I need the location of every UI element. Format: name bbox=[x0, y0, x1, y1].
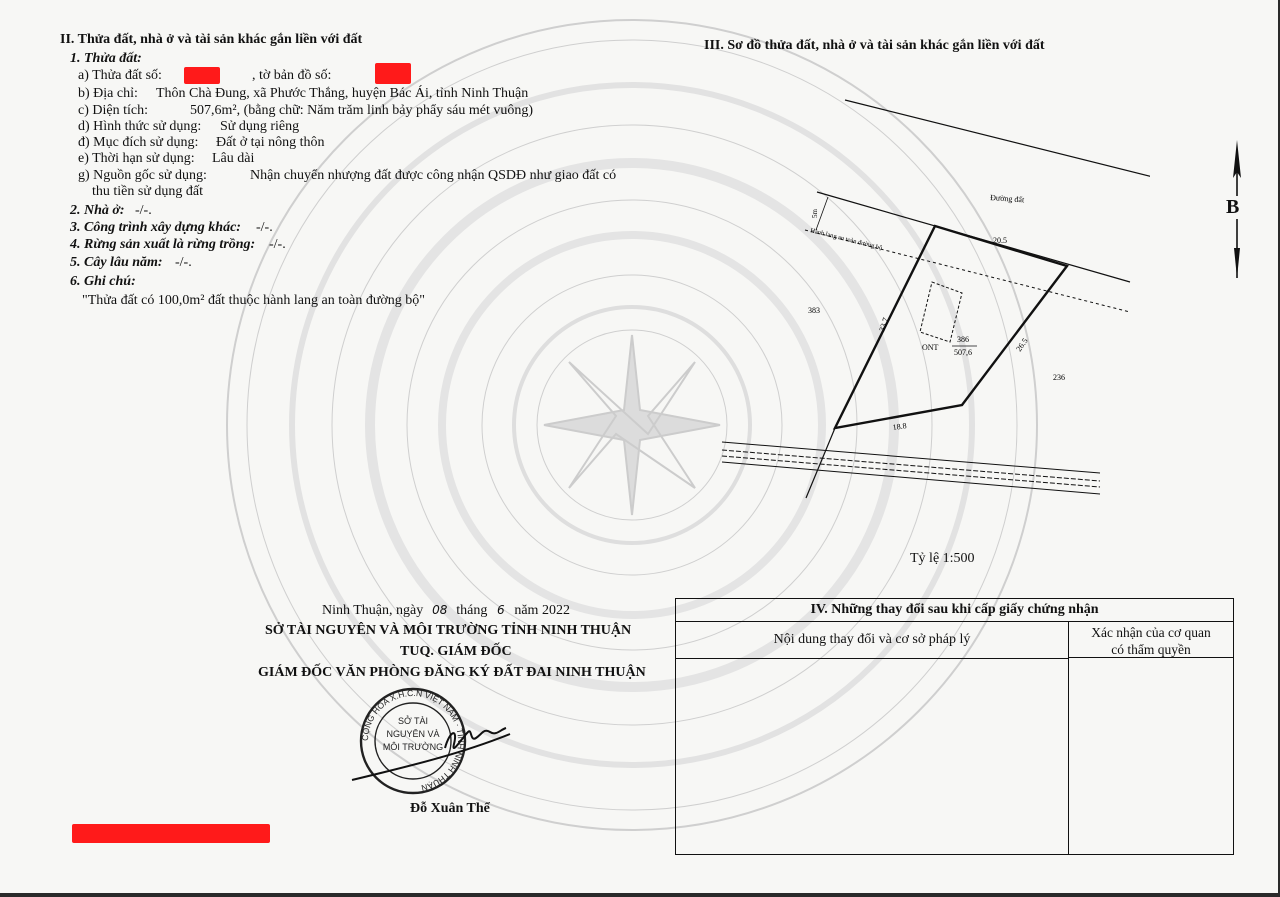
parcel-boundary bbox=[835, 226, 1067, 428]
term-label: e) Thời hạn sử dụng: bbox=[78, 151, 195, 166]
land-code-label: ONT bbox=[922, 343, 939, 352]
redaction-parcel-no bbox=[184, 67, 220, 84]
purpose-value: Đất ở tại nông thôn bbox=[216, 135, 325, 150]
area-value: 507,6m², (bằng chữ: Năm trăm linh bảy phẩy sáu mét vuông) bbox=[190, 103, 534, 118]
perennial-heading: 5. Cây lâu năm: bbox=[70, 255, 163, 270]
other-construction-heading: 3. Công trình xây dựng khác: bbox=[70, 220, 241, 235]
agency-name: SỞ TÀI NGUYÊN VÀ MÔI TRƯỜNG TỈNH NINH THUẬN bbox=[265, 623, 632, 638]
neighbor-left-label: 383 bbox=[808, 306, 820, 315]
section4-title: IV. Những thay đổi sau khi cấp giấy chứng nhận bbox=[676, 599, 1233, 622]
changes-table bbox=[675, 598, 1234, 855]
perennial-value: -/-. bbox=[175, 255, 192, 270]
col-changes-header: Nội dung thay đổi và cơ sở pháp lý bbox=[676, 622, 1069, 659]
use-form-value: Sử dụng riêng bbox=[220, 119, 300, 134]
notes-value: "Thửa đất có 100,0m² đất thuộc hành lang an toàn đường bộ" bbox=[82, 293, 426, 308]
map-sheet-label: , tờ bản đồ số: bbox=[252, 68, 332, 83]
lower-road-line-1 bbox=[722, 442, 1100, 473]
date-month: 6 bbox=[497, 603, 505, 617]
origin-value-1: Nhận chuyển nhượng đất được công nhận QSDĐ như giao đất có bbox=[250, 168, 617, 183]
north-letter: B bbox=[1226, 196, 1240, 218]
signature-stroke bbox=[350, 718, 520, 788]
corridor-width-label: 5m bbox=[811, 209, 819, 218]
neighbor-right-label: 236 bbox=[1053, 373, 1065, 382]
use-form-label: d) Hình thức sử dụng: bbox=[78, 119, 202, 134]
notes-heading: 6. Ghi chú: bbox=[70, 274, 136, 289]
col-authority-line2: có thẩm quyền bbox=[1111, 642, 1191, 657]
area-label: c) Diện tích: bbox=[78, 103, 148, 118]
section3-title: III. Sơ đồ thửa đất, nhà ở và tài sản khác gắn liền với đất bbox=[704, 38, 1045, 53]
col-authority-header bbox=[1069, 622, 1233, 658]
origin-value-2: thu tiền sử dụng đất bbox=[92, 184, 204, 199]
seal-inner-text: SỞ TÀI NGUYÊN VÀ MÔI TRƯỜNG bbox=[382, 716, 444, 752]
forest-heading: 4. Rừng sản xuất là rừng trồng: bbox=[70, 237, 256, 252]
house-heading: 2. Nhà ở: bbox=[70, 203, 125, 218]
month-label: tháng bbox=[456, 603, 488, 618]
section2-title: II. Thửa đất, nhà ở và tài sản khác gắn liền với đất bbox=[60, 32, 363, 47]
date-day: 08 bbox=[432, 603, 448, 617]
signer-name: Đỗ Xuân Thể bbox=[410, 801, 490, 816]
other-construction-value: -/-. bbox=[256, 220, 273, 235]
origin-label: g) Nguồn gốc sử dụng: bbox=[78, 168, 207, 183]
year-label: năm 2022 bbox=[514, 603, 570, 618]
col-authority-line1: Xác nhận của cơ quan bbox=[1091, 625, 1211, 640]
house-footprint bbox=[920, 282, 962, 342]
lower-road-line-3 bbox=[722, 456, 1100, 487]
corridor-label: Hành lang an toàn đường bộ bbox=[809, 227, 883, 252]
parcel-heading: 1. Thửa đất: bbox=[70, 51, 142, 66]
parcel-diagram bbox=[700, 80, 1150, 500]
edge-top-label: 20.5 bbox=[993, 236, 1007, 245]
term-value: Lâu dài bbox=[212, 151, 255, 166]
scale-label: Tỷ lệ 1:500 bbox=[910, 551, 975, 566]
tuq-title: TUQ. GIÁM ĐỐC bbox=[400, 644, 512, 659]
redaction-bottom bbox=[72, 824, 270, 843]
edge-right-label: 26.5 bbox=[1014, 336, 1030, 354]
lower-road-line-4 bbox=[722, 462, 1100, 494]
seal-outer-text: CỘNG HÒA X.H.C.N VIỆT NAM · TỈNH NINH THUẬN bbox=[359, 687, 467, 794]
parcel-no-label: a) Thửa đất số: bbox=[78, 68, 162, 83]
office-title: GIÁM ĐỐC VĂN PHÒNG ĐĂNG KÝ ĐẤT ĐAI NINH THUẬN bbox=[258, 665, 646, 680]
lower-road-line-2 bbox=[722, 450, 1100, 481]
edge-left-label: 33.7 bbox=[877, 316, 891, 333]
redaction-map-sheet bbox=[375, 63, 411, 84]
parcel-no-label: 386 bbox=[957, 335, 969, 344]
forest-value: -/-. bbox=[269, 237, 286, 252]
road-label: Đường đất bbox=[989, 193, 1025, 205]
address-label: b) Địa chỉ: bbox=[78, 86, 138, 101]
house-value: -/-. bbox=[135, 203, 152, 218]
table-divider bbox=[1068, 658, 1069, 854]
edge-bottom-label: 18.8 bbox=[892, 421, 908, 432]
parcel-area-label: 507,6 bbox=[954, 348, 972, 357]
address-value: Thôn Chà Đung, xã Phước Thắng, huyện Bác Ái, tỉnh Ninh Thuận bbox=[156, 86, 529, 101]
purpose-label: đ) Mục đích sử dụng: bbox=[78, 135, 199, 150]
road-edge-top bbox=[845, 100, 1150, 178]
date-place-text: Ninh Thuận, ngày bbox=[322, 603, 424, 618]
date-place bbox=[322, 603, 570, 619]
